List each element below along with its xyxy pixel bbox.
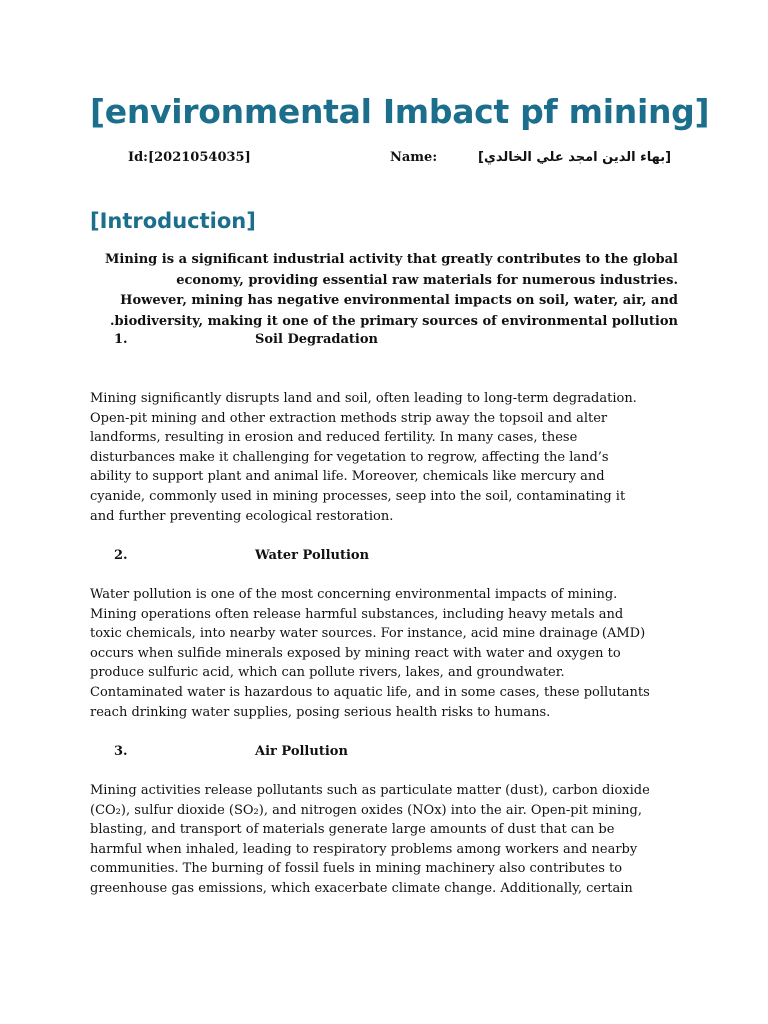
intro-line: economy, providing essential raw materials for numerous industries. bbox=[176, 272, 678, 288]
paragraph-line: harmful when inhaled, leading to respiratory problems among workers and nearby bbox=[90, 841, 638, 857]
paragraph-line: communities. The burning of fossil fuels in mining machinery also contributes to bbox=[90, 861, 623, 877]
intro-line: Mining is a significant industrial activity that greatly contributes to the global bbox=[105, 252, 678, 267]
paragraph-line: occurs when sulfide minerals exposed by mining react with water and oxygen to bbox=[90, 645, 621, 661]
intro-line: .biodiversity, making it one of the primary sources of environmental pollution bbox=[110, 313, 678, 329]
paragraph-line: blasting, and transport of materials generate large amounts of dust that can be bbox=[90, 822, 615, 838]
paragraph-line: Mining operations often release harmful substances, including heavy metals and bbox=[90, 606, 624, 622]
paragraph-line: greenhouse gas emissions, which exacerbate climate change. Additionally, certain bbox=[90, 880, 633, 896]
section-1-title: Soil Degradation bbox=[255, 332, 378, 347]
section-3-paragraph bbox=[90, 781, 690, 899]
section-2-number: 2. bbox=[114, 548, 128, 563]
introduction-heading: [Introduction] bbox=[90, 209, 256, 233]
paragraph-line: cyanide, commonly used in mining processes, seep into the soil, contaminating it bbox=[90, 488, 626, 504]
section-2-paragraph bbox=[90, 585, 690, 722]
paragraph-line: Water pollution is one of the most concerning environmental impacts of mining. bbox=[90, 587, 618, 602]
name-label: Name: bbox=[390, 150, 438, 165]
name-value: [بهاء الدين امجد علي الخالدي] bbox=[478, 150, 672, 165]
section-1-number: 1. bbox=[114, 332, 128, 347]
paragraph-line: ability to support plant and animal life. Moreover, chemicals like mercury and bbox=[90, 469, 605, 485]
paragraph-line: disturbances make it challenging for vegetation to regrow, affecting the land’s bbox=[90, 449, 609, 465]
section-3-number: 3. bbox=[114, 744, 128, 759]
document-title: [environmental Imbact pf mining] bbox=[90, 92, 710, 131]
paragraph-line: produce sulfuric acid, which can pollute rivers, lakes, and groundwater. bbox=[90, 665, 565, 681]
paragraph-line: and further preventing ecological restoration. bbox=[90, 508, 394, 524]
paragraph-line: Mining activities release pollutants such as particulate matter (dust), carbon dioxide bbox=[90, 783, 650, 798]
paragraph-line: (CO₂), sulfur dioxide (SO₂), and nitrogen oxides (NOx) into the air. Open-pit mining, bbox=[90, 802, 642, 818]
paragraph-line: Mining significantly disrupts land and soil, often leading to long-term degradation. bbox=[90, 391, 637, 406]
student-id: Id:[2021054035] bbox=[128, 150, 251, 165]
paragraph-line: Open-pit mining and other extraction methods strip away the topsoil and alter bbox=[90, 410, 608, 426]
paragraph-line: reach drinking water supplies, posing serious health risks to humans. bbox=[90, 704, 551, 720]
section-3-title: Air Pollution bbox=[255, 744, 348, 759]
paragraph-line: Contaminated water is hazardous to aquatic life, and in some cases, these pollutants bbox=[90, 684, 650, 700]
section-1-paragraph bbox=[90, 389, 690, 526]
intro-line: However, mining has negative environmental impacts on soil, water, air, and bbox=[120, 293, 678, 308]
paragraph-line: toxic chemicals, into nearby water sources. For instance, acid mine drainage (AMD) bbox=[90, 626, 646, 642]
section-2-title: Water Pollution bbox=[255, 548, 370, 563]
introduction-paragraph bbox=[90, 250, 678, 332]
paragraph-line: landforms, resulting in erosion and reduced fertility. In many cases, these bbox=[90, 430, 578, 446]
